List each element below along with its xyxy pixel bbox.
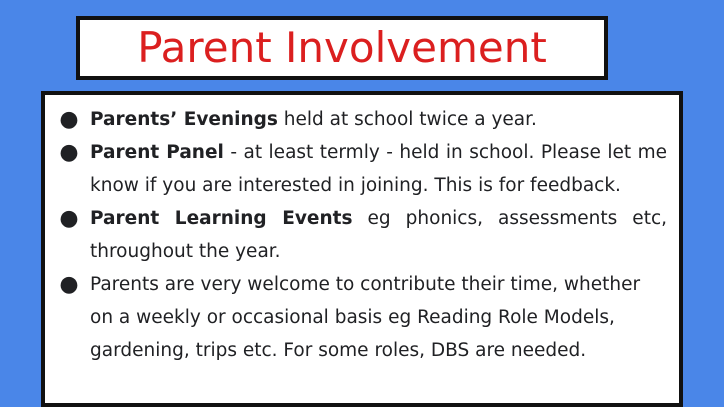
bullet-item-parents-evenings bbox=[59, 103, 667, 136]
bullet-icon: ● bbox=[59, 107, 79, 132]
bullet-body-text: held at school twice a year. bbox=[277, 109, 537, 130]
bullet-icon: ● bbox=[59, 272, 79, 297]
slide-title: Parent Involvement bbox=[137, 23, 547, 72]
bullet-icon: ● bbox=[59, 140, 79, 165]
bullet-list bbox=[59, 103, 667, 367]
bullet-lead-text: Parents’ Evenings bbox=[90, 109, 278, 130]
bullet-item-parent-volunteering bbox=[59, 268, 667, 367]
bullet-body-text: - at least termly - held in school. Please let me know if you are interested in joining. This is for feedback. bbox=[90, 142, 667, 196]
bullet-icon: ● bbox=[59, 206, 79, 231]
bullet-body-text: Parents are very welcome to contribute their time, whether on a weekly or occasional basis eg Reading Role Models, gardening, trips etc. For some roles, DBS are needed. bbox=[90, 274, 641, 361]
bullet-body-text: eg phonics, assessments etc, throughout the year. bbox=[90, 208, 667, 262]
bullet-lead-text: Parent Learning Events bbox=[90, 208, 353, 229]
bullet-item-parent-panel bbox=[59, 136, 667, 202]
title-box bbox=[76, 16, 608, 80]
bullet-item-parent-learning-events bbox=[59, 202, 667, 268]
content-box bbox=[41, 91, 683, 407]
bullet-lead-text: Parent Panel bbox=[90, 142, 224, 163]
